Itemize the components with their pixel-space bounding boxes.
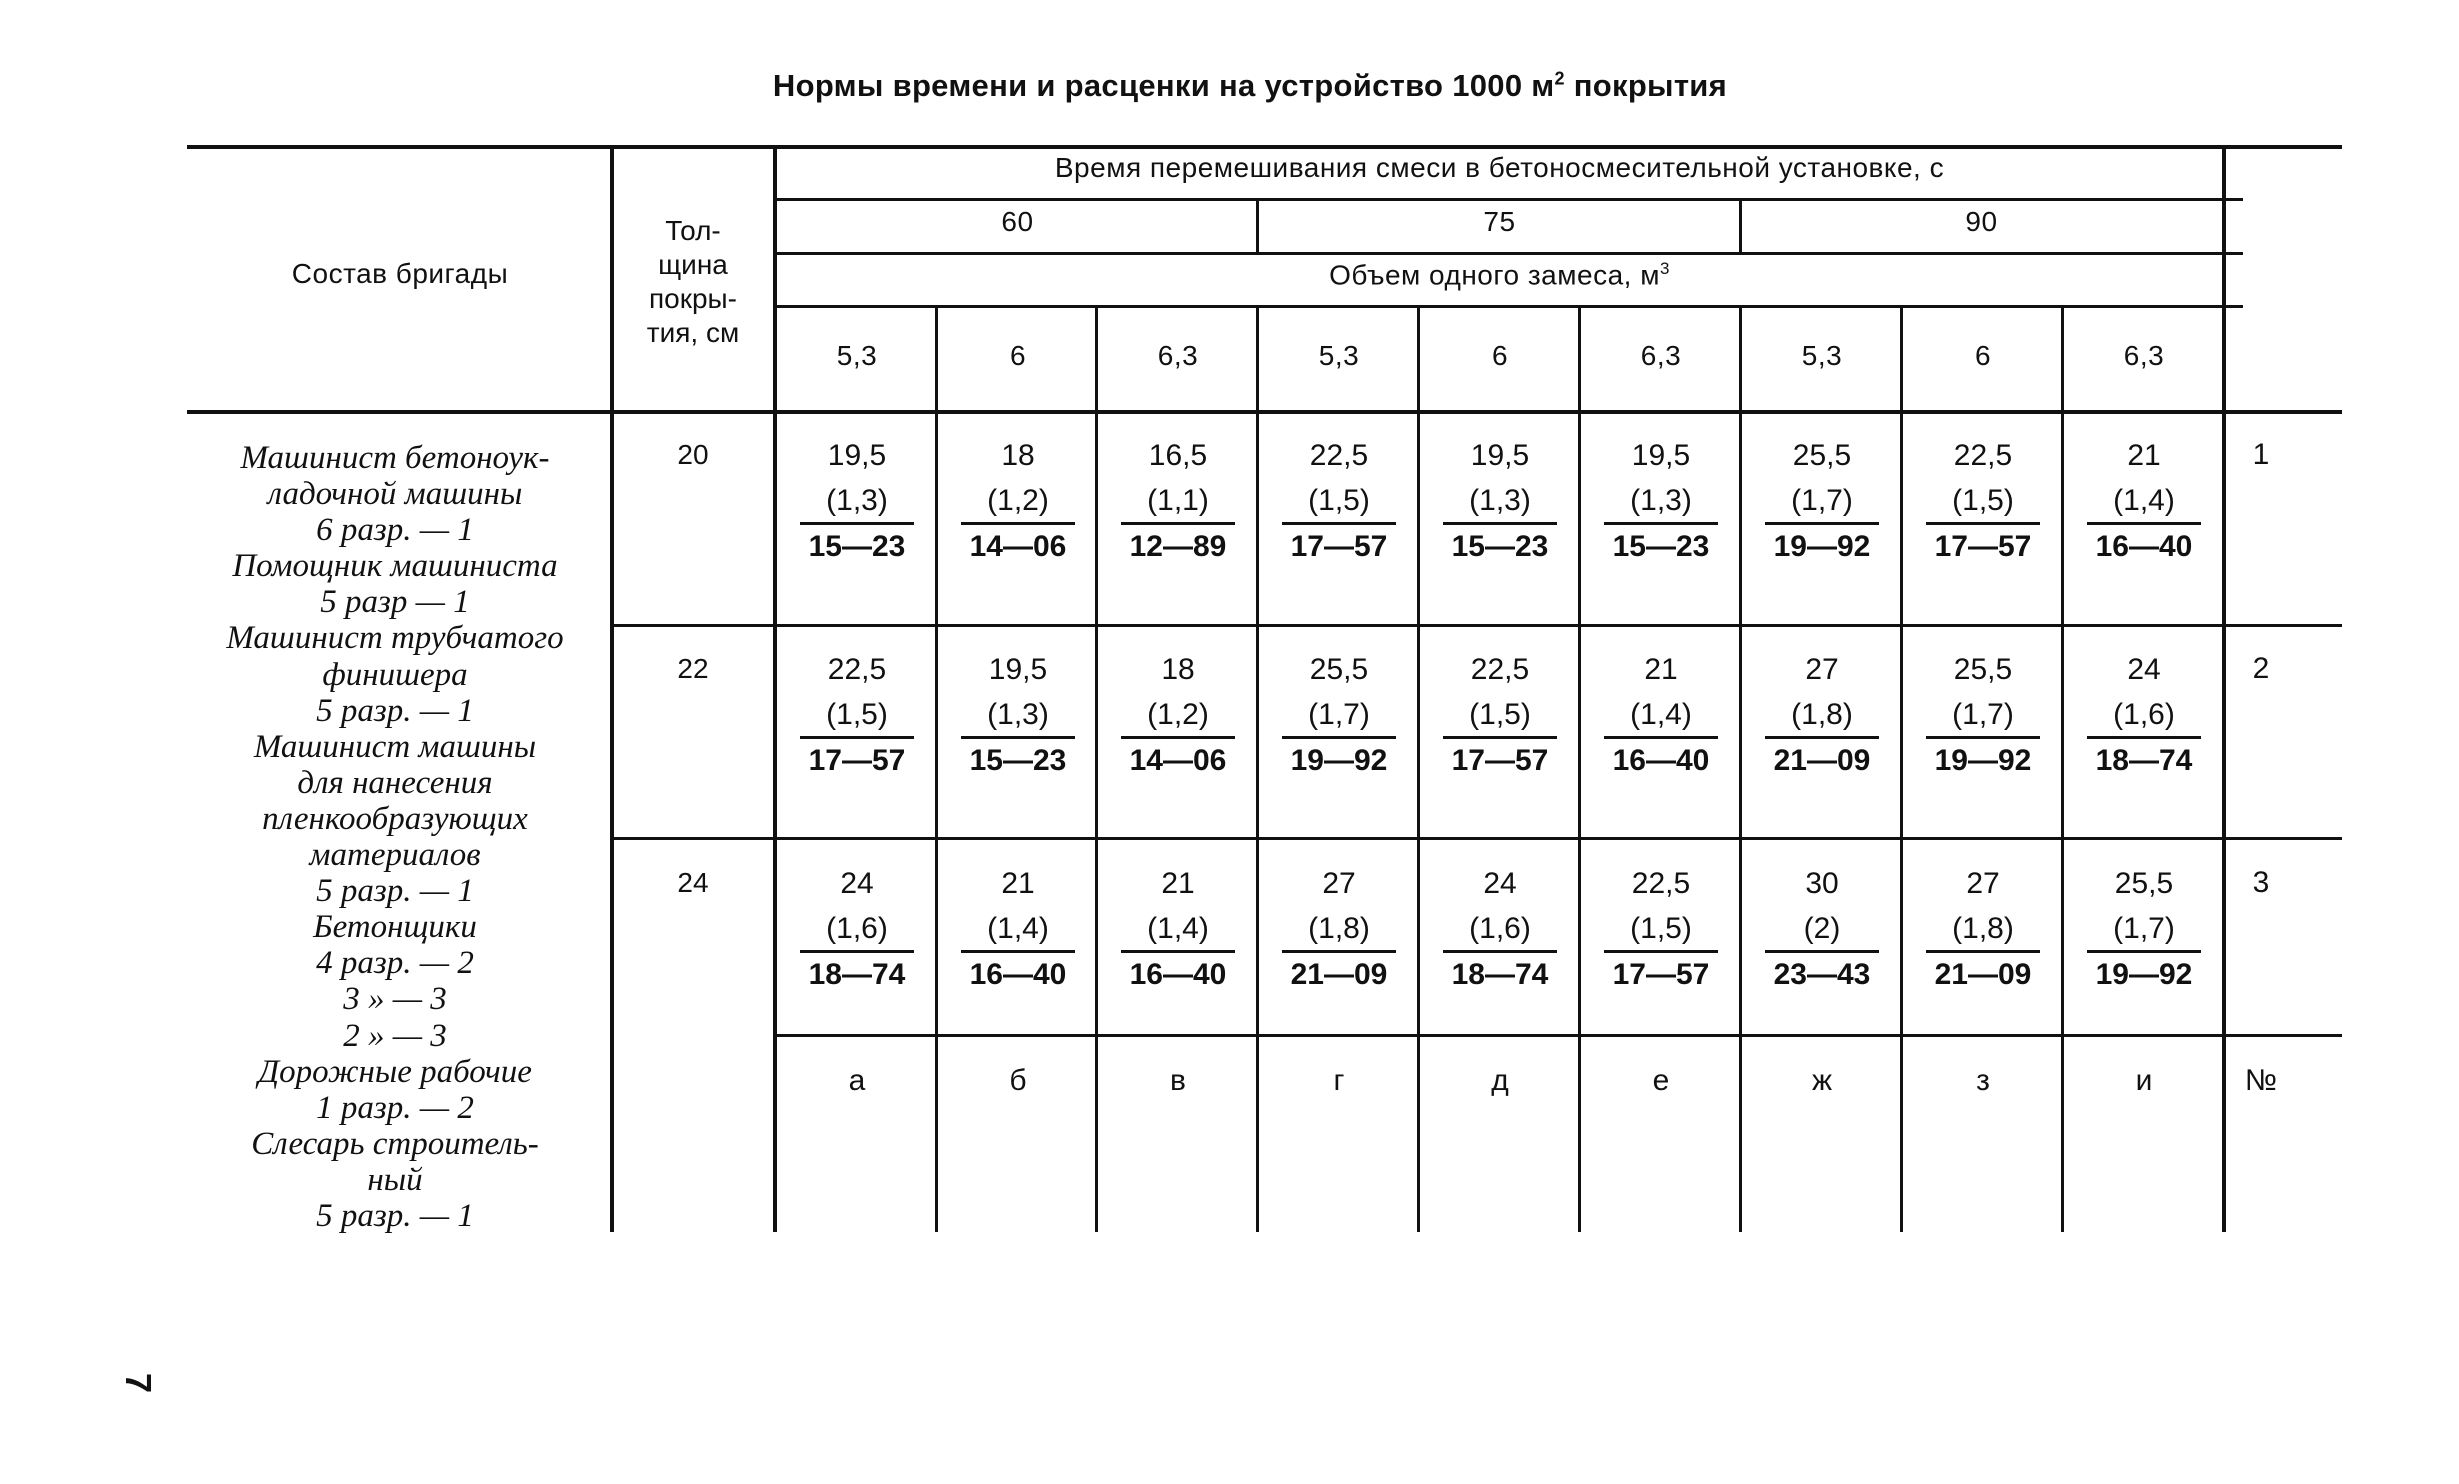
row-number: 2 [2252, 652, 2270, 685]
rate-value: 15—23 [1612, 530, 1710, 563]
page-number: 7 [118, 1372, 160, 1394]
time-norm: 25,5 [1309, 653, 1369, 686]
col-rule-2 [1095, 306, 1098, 1232]
col-rule-3 [1256, 306, 1259, 1232]
mixing-time-header: Время перемешивания смеси в бетоносмесительной установке, с [1054, 152, 1945, 183]
norm-cell [2079, 860, 2209, 997]
col-rule-1 [935, 306, 938, 1232]
rate-value: 17—57 [808, 744, 906, 777]
time-norm: 19,5 [1470, 439, 1530, 472]
norm-cell [1435, 860, 1565, 997]
crew-line: Дорожные рабочие [258, 1053, 532, 1090]
crew-norm: (1,7) [1282, 694, 1396, 739]
time-norm: 19,5 [827, 439, 887, 472]
crew-norm: (1,5) [1926, 480, 2040, 525]
thickness-value: 24 [677, 867, 709, 898]
time-norm: 25,5 [2114, 867, 2174, 900]
norm-cell [792, 860, 922, 997]
rate-value: 17—57 [1934, 530, 2032, 563]
table-top-rule [187, 145, 2342, 149]
crew-line: 6 разр. — 1 [316, 512, 474, 549]
column-letter: д [1491, 1064, 1509, 1097]
time-norm: 21 [1644, 653, 1678, 686]
column-letter: б [1009, 1064, 1027, 1097]
time-norm: 27 [1805, 653, 1839, 686]
row-number: 1 [2252, 438, 2270, 471]
thickness-value: 22 [677, 653, 709, 684]
norm-cell [1435, 646, 1565, 783]
time-norm: 22,5 [1631, 867, 1691, 900]
norm-cell [1113, 860, 1243, 997]
col-rule-6 [1739, 306, 1742, 1232]
crew-line: Машинист машины [253, 728, 537, 765]
rate-value: 17—57 [1612, 958, 1710, 991]
crew-line: Машинист бетоноук- [240, 440, 550, 476]
row-3-bottom-rule [775, 1034, 2342, 1037]
norm-cell [953, 860, 1083, 997]
norm-cell [2079, 646, 2209, 783]
norm-cell [1274, 860, 1404, 997]
norm-cell [2079, 432, 2209, 569]
crew-line: для нанесения [297, 764, 493, 801]
time-norm: 22,5 [1470, 653, 1530, 686]
column-letter: з [1976, 1064, 1990, 1097]
time-norm: 18 [1001, 439, 1035, 472]
norm-cell [1918, 646, 2048, 783]
norm-cell [1274, 432, 1404, 569]
crew-line: 5 разр. — 1 [316, 873, 474, 910]
crew-norm: (1,5) [1282, 480, 1396, 525]
batch-volume-header: Объем одного замеса, $м^3$ [1329, 259, 1670, 291]
rate-value: 16—40 [2095, 530, 2193, 563]
crew-norm: (1,5) [1443, 694, 1557, 739]
time-norm: 27 [1322, 867, 1356, 900]
crew-line: Бетонщики [313, 909, 477, 946]
rate-value: 23—43 [1773, 958, 1871, 991]
rate-value: 21—09 [1934, 958, 2032, 991]
norm-cell [953, 432, 1083, 569]
crew-norm: (1,4) [1121, 908, 1235, 953]
crew-line: 5 разр. — 1 [316, 692, 474, 729]
header-bottom-rule [187, 410, 2342, 414]
page-title: Нормы времени и расценки на устройство 1000 $м^2$ покрытия [772, 68, 1728, 103]
crew-norm: (1,6) [1443, 908, 1557, 953]
crew-norm: (1,3) [961, 694, 1075, 739]
volume-col-d: 5,3 [1318, 340, 1360, 371]
rate-value: 14—06 [1129, 744, 1227, 777]
norm-cell [1757, 432, 1887, 569]
rate-value: 21—09 [1773, 744, 1871, 777]
volume-col-i: 6,3 [2123, 340, 2165, 371]
rate-value: 15—23 [1451, 530, 1549, 563]
crew-norm: (1,7) [2087, 908, 2201, 953]
volume-col-e: 6 [1491, 340, 1509, 371]
crew-line: финишера [322, 656, 468, 693]
time-90: 90 [1965, 206, 1998, 237]
crew-norm: (1,6) [2087, 694, 2201, 739]
time-norm: 21 [1001, 867, 1035, 900]
row-2-bottom-rule [612, 837, 2342, 840]
time-norm: 25,5 [1792, 439, 1852, 472]
crew-norm: (1,1) [1121, 480, 1235, 525]
time-norm: 16,5 [1148, 439, 1208, 472]
time-norm: 19,5 [988, 653, 1048, 686]
norm-cell [1596, 646, 1726, 783]
crew-norm: (2) [1765, 908, 1879, 953]
crew-norm: (1,5) [800, 694, 914, 739]
time-norm: 19,5 [1631, 439, 1691, 472]
rate-value: 12—89 [1129, 530, 1227, 563]
num-label: № [2244, 1064, 2278, 1097]
thickness-column-header: Тол- щина покры- тия, см [646, 215, 740, 348]
norm-cell [1757, 646, 1887, 783]
volume-col-g: 5,3 [1801, 340, 1843, 371]
column-letter: а [848, 1064, 866, 1097]
time-norm: 22,5 [827, 653, 887, 686]
rate-value: 18—74 [1451, 958, 1549, 991]
norm-cell [953, 646, 1083, 783]
column-letter: е [1652, 1064, 1670, 1097]
crew-line: Помощник машиниста [232, 548, 558, 585]
crew-norm: (1,7) [1926, 694, 2040, 739]
rate-value: 19—92 [1773, 530, 1871, 563]
crew-norm: (1,3) [800, 480, 914, 525]
time-norm: 30 [1805, 867, 1839, 900]
rule-under-times [775, 252, 2243, 255]
crew-norm: (1,6) [800, 908, 914, 953]
thickness-value: 20 [677, 439, 709, 470]
crew-line: пленкообразующих [262, 800, 528, 837]
col-rule-8 [2061, 306, 2064, 1232]
volume-col-a: 5,3 [836, 340, 878, 371]
time-60: 60 [1001, 206, 1034, 237]
norm-cell [1918, 432, 2048, 569]
crew-line: Слесарь строитель- [251, 1125, 539, 1162]
time-norm: 25,5 [1953, 653, 2013, 686]
crew-norm: (1,2) [1121, 694, 1235, 739]
column-letter: ж [1811, 1064, 1833, 1097]
time-norm: 24 [840, 867, 874, 900]
rule-under-mixing-time [775, 198, 2243, 201]
crew-norm: (1,8) [1926, 908, 2040, 953]
crew-line: ладочной машины [267, 476, 523, 513]
rate-value: 17—57 [1290, 530, 1388, 563]
volume-col-h: 6 [1974, 340, 1992, 371]
col-rule-7 [1900, 306, 1903, 1232]
rate-value: 19—92 [2095, 958, 2193, 991]
rate-value: 21—09 [1290, 958, 1388, 991]
norm-cell [1113, 646, 1243, 783]
crew-line: 4 разр. — 2 [316, 945, 474, 982]
row-number: 3 [2252, 866, 2270, 899]
crew-norm: (1,7) [1765, 480, 1879, 525]
rate-value: 16—40 [969, 958, 1067, 991]
time-75: 75 [1483, 206, 1516, 237]
norm-cell [792, 432, 922, 569]
time-norm: 27 [1966, 867, 2000, 900]
rate-value: 18—74 [2095, 744, 2193, 777]
crew-line: 1 разр. — 2 [316, 1089, 474, 1126]
rate-value: 15—23 [808, 530, 906, 563]
crew-norm: (1,2) [961, 480, 1075, 525]
rate-value: 19—92 [1290, 744, 1388, 777]
volume-col-c: 6,3 [1157, 340, 1199, 371]
rate-value: 18—74 [808, 958, 906, 991]
column-letter: и [2135, 1064, 2153, 1097]
crew-norm: (1,3) [1604, 480, 1718, 525]
time-norm: 21 [2127, 439, 2161, 472]
col-rule-4 [1417, 306, 1420, 1232]
time-norm: 24 [2127, 653, 2161, 686]
rate-value: 16—40 [1129, 958, 1227, 991]
norm-cell [1274, 646, 1404, 783]
crew-norm: (1,8) [1765, 694, 1879, 739]
column-letter: г [1333, 1064, 1345, 1097]
crew-norm: (1,8) [1282, 908, 1396, 953]
crew-norm: (1,4) [2087, 480, 2201, 525]
crew-norm: (1,3) [1443, 480, 1557, 525]
time-norm: 21 [1161, 867, 1195, 900]
norm-cell [1596, 860, 1726, 997]
crew-line: 5 разр — 1 [320, 584, 470, 621]
crew-line: 2 » — 3 [343, 1017, 447, 1054]
norm-cell [1435, 432, 1565, 569]
crew-norm: (1,5) [1604, 908, 1718, 953]
norm-cell [1918, 860, 2048, 997]
time-norm: 22,5 [1953, 439, 2013, 472]
rate-value: 16—40 [1612, 744, 1710, 777]
rate-value: 14—06 [969, 530, 1067, 563]
crew-line: 3 » — 3 [343, 981, 447, 1018]
column-letter: в [1170, 1064, 1186, 1097]
crew-column-header: Состав бригады [291, 258, 509, 289]
crew-norm: (1,4) [961, 908, 1075, 953]
crew-line: ный [367, 1161, 423, 1198]
norm-cell [1596, 432, 1726, 569]
norm-cell [792, 646, 922, 783]
crew-line: материалов [309, 837, 481, 874]
time-norm: 24 [1483, 867, 1517, 900]
crew-norm: (1,4) [1604, 694, 1718, 739]
row-1-bottom-rule [612, 624, 2342, 627]
crew-line: 5 разр. — 1 [316, 1197, 474, 1234]
volume-col-f: 6,3 [1640, 340, 1682, 371]
volume-col-b: 6 [1009, 340, 1027, 371]
norm-cell [1757, 860, 1887, 997]
norm-cell [1113, 432, 1243, 569]
time-norm: 18 [1161, 653, 1195, 686]
rule-under-batch-volume [775, 305, 2243, 308]
crew-composition [150, 440, 640, 1234]
rate-value: 19—92 [1934, 744, 2032, 777]
col-rule-5 [1578, 306, 1581, 1232]
time-norm: 22,5 [1309, 439, 1369, 472]
rate-value: 17—57 [1451, 744, 1549, 777]
rate-value: 15—23 [969, 744, 1067, 777]
crew-line: Машинист трубчатого [226, 620, 564, 657]
